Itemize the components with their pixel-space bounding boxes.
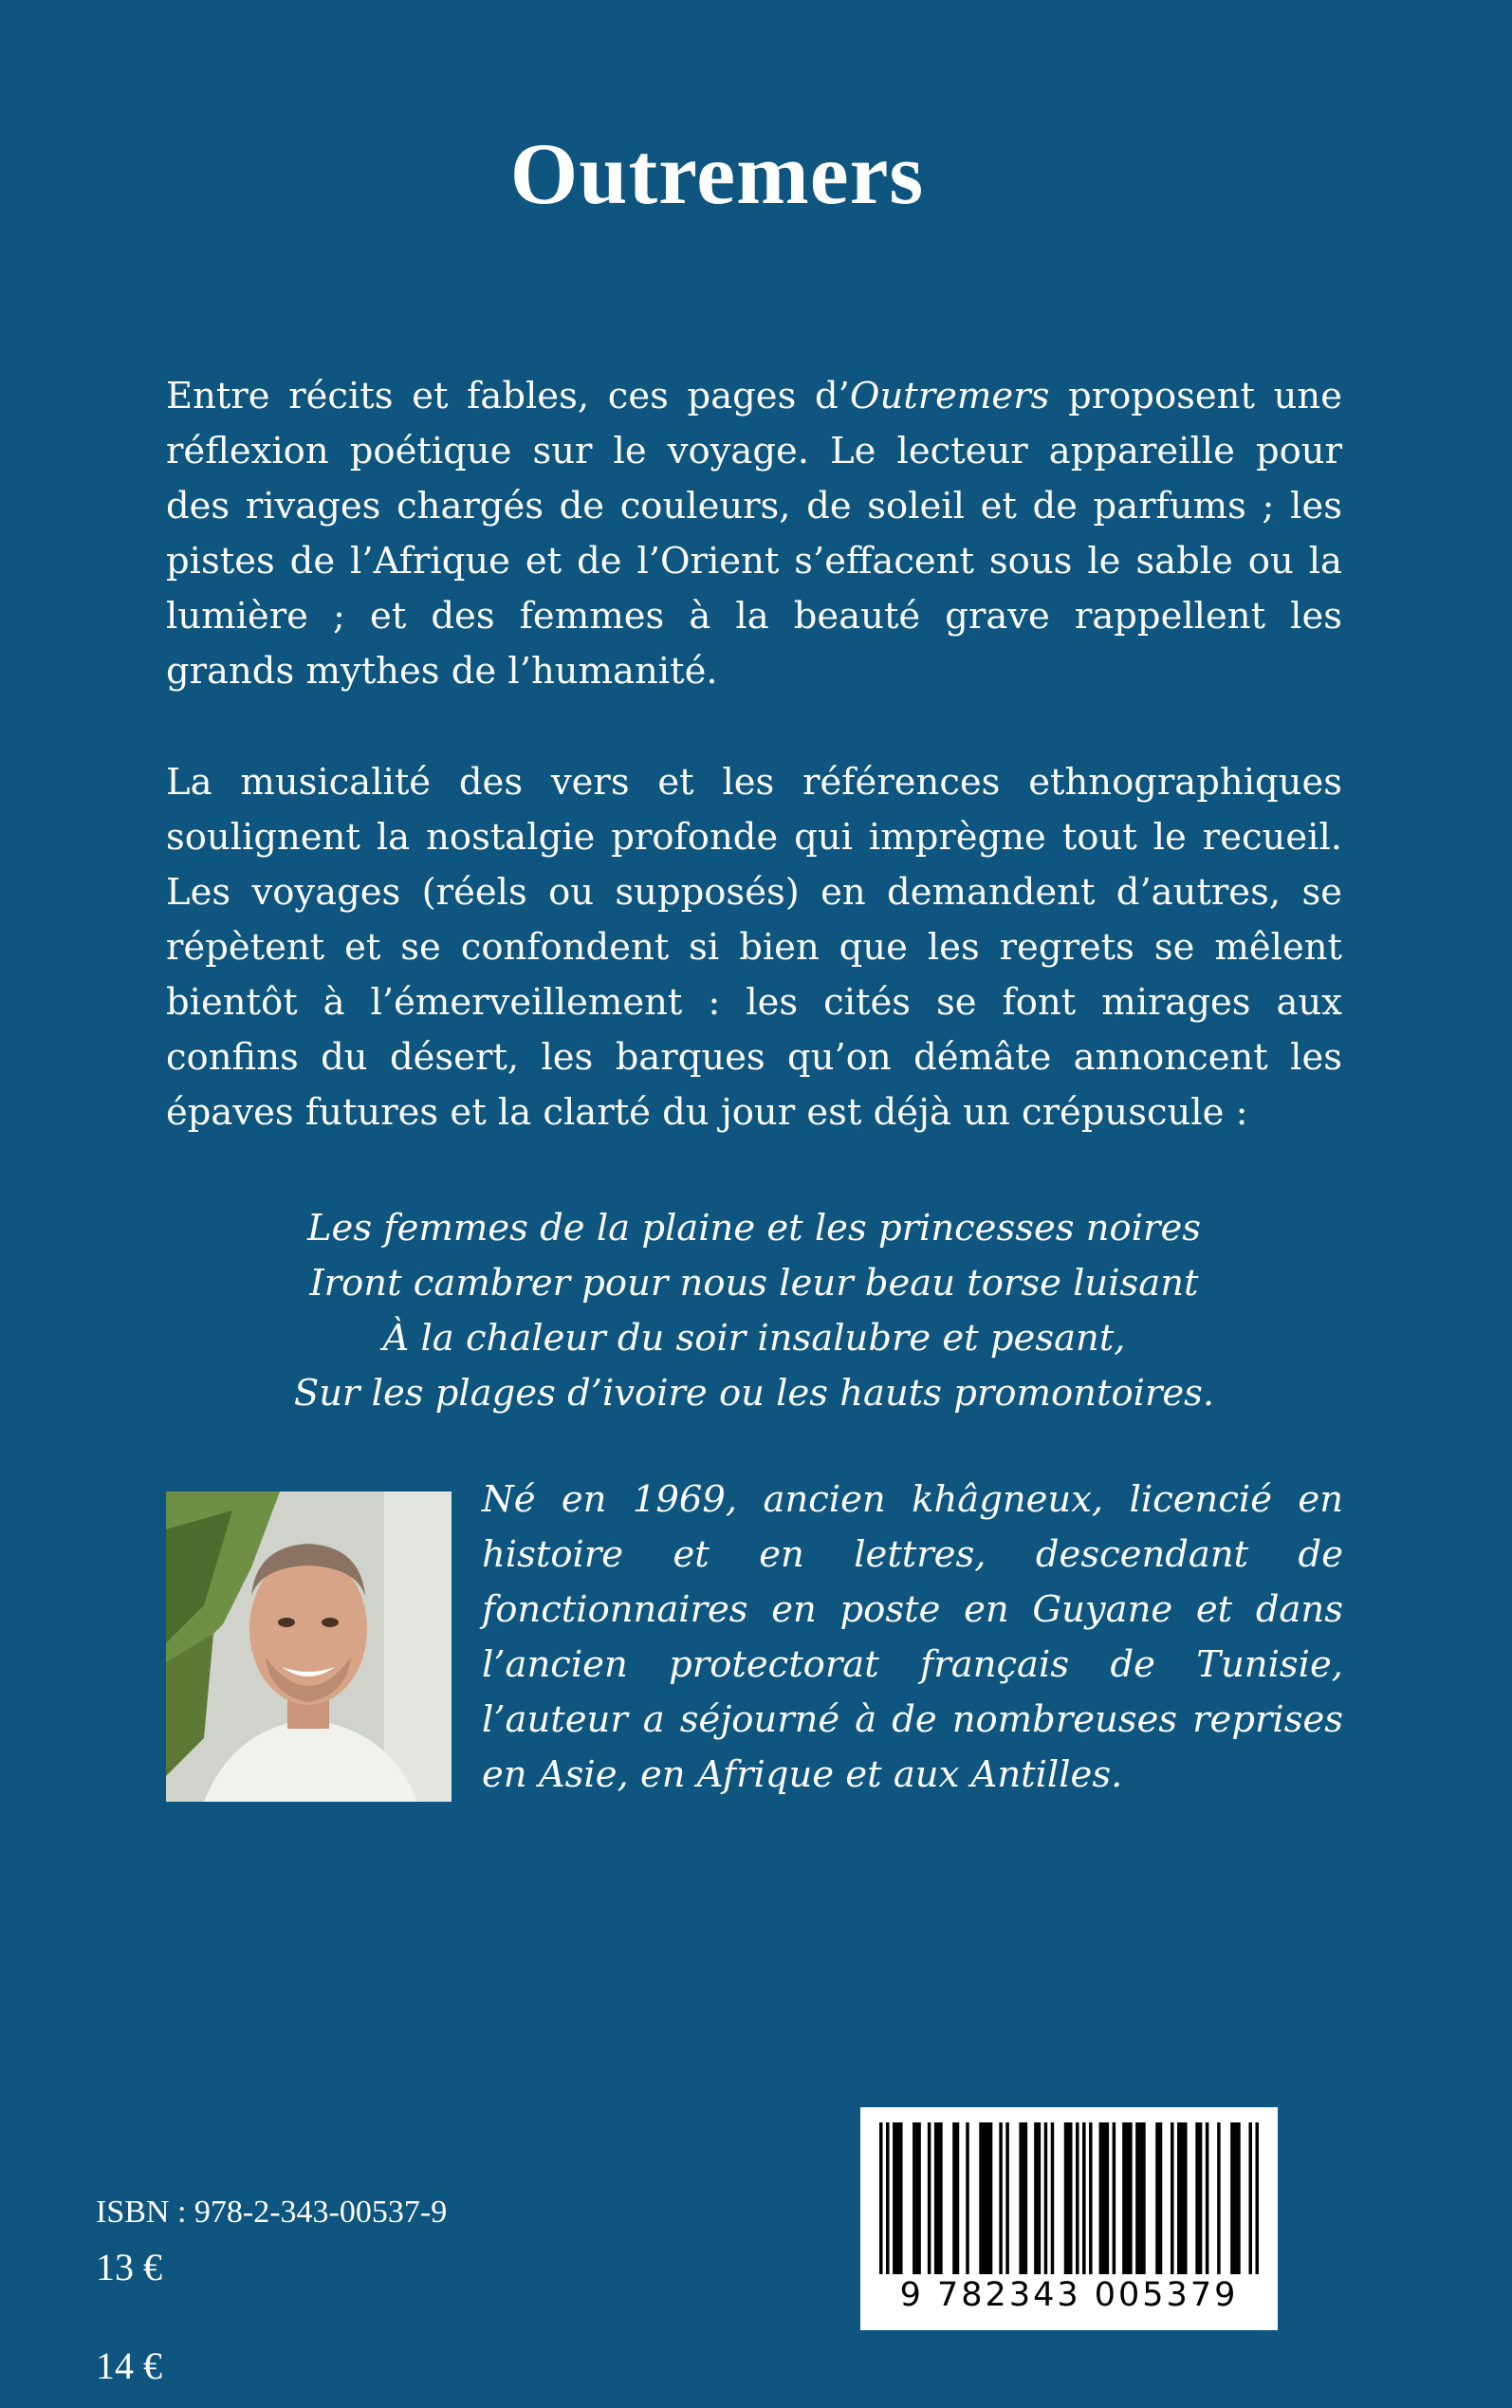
barcode-bar bbox=[879, 2122, 883, 2274]
poem-line: Les femmes de la plaine et les princesses noires bbox=[306, 1207, 1201, 1250]
barcode-bar bbox=[1113, 2122, 1116, 2274]
barcode-bar bbox=[999, 2122, 1003, 2274]
barcode-bar bbox=[1064, 2122, 1073, 2274]
poem-line: Sur les plages d’ivoire ou les hauts promontoires. bbox=[293, 1372, 1215, 1415]
barcode bbox=[860, 2107, 1278, 2330]
barcode-bar bbox=[928, 2122, 931, 2274]
barcode-bar bbox=[1019, 2122, 1027, 2274]
barcode-bar bbox=[952, 2122, 959, 2274]
barcode-bar bbox=[1089, 2122, 1093, 2274]
summary-text-start: Entre récits et fables, ces pages d’ bbox=[166, 375, 850, 417]
author-photo bbox=[166, 1491, 452, 1802]
barcode-bar bbox=[1255, 2122, 1259, 2274]
book-title: Outremers bbox=[509, 125, 925, 222]
barcode-bar bbox=[1248, 2122, 1252, 2274]
barcode-bar bbox=[1082, 2122, 1086, 2274]
barcode-bar bbox=[1155, 2122, 1162, 2274]
barcode-bar bbox=[1005, 2122, 1009, 2274]
barcode-bar bbox=[886, 2122, 890, 2274]
barcode-bar bbox=[1135, 2122, 1146, 2274]
author-bio: Né en 1969, ancien khâgneux, licencié en histoire et en lettres, descendant de fonctionnaires en poste en Guyane et dans l’ancien protectorat français de Tunisie, l’auteur a séjourné à de nombreuses reprises en Asie, en Afrique et aux Antilles. bbox=[482, 1478, 1343, 1796]
barcode-bar bbox=[1044, 2122, 1048, 2274]
poem-line: À la chaleur du soir insalubre et pesant, bbox=[382, 1317, 1126, 1360]
barcode-bar bbox=[913, 2122, 921, 2274]
poem-line: Iront cambrer pour nous leur beau torse luisant bbox=[309, 1262, 1199, 1305]
barcode-bar bbox=[1206, 2122, 1209, 2274]
summary-paragraph-2: La musicalité des vers et les références ethnographiques soulignent la nostalgie profonde qui imprègne tout le recueil. Les voyages (réels ou supposés) en demandent d’autres, se répètent et se confondent si bien que les regrets se mêlent bientôt à l’émerveillement : les cités se font mirages aux confins du désert, les barques qu’on démâte annoncent les épaves futures et la clarté du jour est déjà un crépuscule : bbox=[166, 761, 1342, 1134]
barcode-bar bbox=[1034, 2122, 1041, 2274]
barcode-bar bbox=[934, 2122, 943, 2274]
poem-excerpt bbox=[166, 1201, 1342, 1421]
barcode-number: 9 782343 005379 bbox=[899, 2276, 1239, 2314]
price-label-2: 14 € bbox=[96, 2344, 162, 2387]
barcode-bar bbox=[1217, 2122, 1221, 2274]
barcode-bar bbox=[1177, 2122, 1188, 2274]
isbn-label: ISBN : 978-2-343-00537-9 bbox=[96, 2195, 448, 2230]
barcode-bar bbox=[979, 2122, 992, 2274]
barcode-bar bbox=[966, 2122, 969, 2274]
barcode-bar bbox=[1051, 2122, 1055, 2274]
barcode-bar bbox=[893, 2122, 903, 2274]
summary-paragraph-1 bbox=[166, 369, 1342, 699]
barcode-bar bbox=[1076, 2122, 1079, 2274]
barcode-bar bbox=[1171, 2122, 1174, 2274]
barcode-bar bbox=[1099, 2122, 1110, 2274]
summary-book-title-italic: Outremers bbox=[849, 375, 1050, 417]
price-label: 13 € bbox=[96, 2246, 162, 2288]
summary-text-end: proposent une réflexion poétique sur le voyage. Le lecteur appareille pour des rivages chargés de couleurs, de soleil et de parfums ; les pistes de l’Afrique et de l’Orient s’effacent sous le sable ou la lumière ; et des femmes à la beauté grave rappellent les grands mythes de l’humanité. bbox=[166, 375, 1342, 693]
barcode-bar bbox=[1195, 2122, 1202, 2274]
barcode-bars bbox=[860, 2107, 1278, 2278]
barcode-bar bbox=[1122, 2122, 1133, 2274]
barcode-bar bbox=[1230, 2122, 1241, 2274]
